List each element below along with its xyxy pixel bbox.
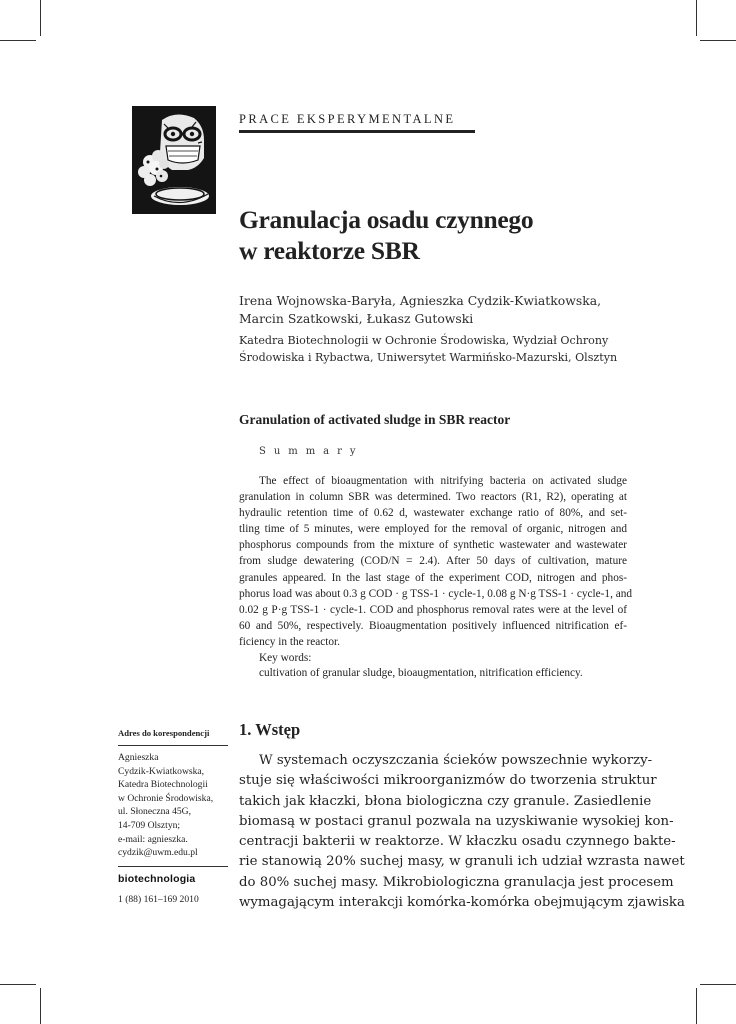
crop-mark-bottom-right-h	[700, 984, 736, 985]
title-line: w reaktorze SBR	[239, 236, 420, 265]
crop-mark-top-right	[696, 0, 697, 36]
correspondence-heading: Adres do korespondencji	[118, 728, 210, 738]
abstract-line: tling time of 5 minutes, were employed for the removal of organic, nitrogen and	[239, 523, 627, 536]
abstract-line: hydraulic retention time of 0.62 d, wastewater exchange ratio of 80%, and set-	[239, 507, 627, 520]
body-line: centracji bakterii w reaktorze. W kłaczku osadu czynnego bakte-	[239, 834, 676, 850]
correspondence-address	[118, 751, 230, 860]
section-rule	[239, 130, 475, 133]
title-line: Granulacja osadu czynnego	[239, 205, 534, 234]
crop-mark-bottom-left-h	[0, 984, 36, 985]
section-logo-scientist-image	[132, 106, 216, 214]
address-line: cydzik@uwm.edu.pl	[118, 847, 198, 859]
abstract-line: ficiency in the reactor.	[239, 635, 340, 648]
abstract-line: granules appeared. In the last stage of the experiment COD, nitrogen and phos-	[239, 571, 627, 584]
authors-line: Marcin Szatkowski, Łukasz Gutowski	[239, 311, 474, 326]
abstract-line: granulation in column SBR was determined. Two reactors (R1, R2), operating at	[239, 491, 627, 504]
address-line: Cydzik-Kwiatkowska,	[118, 765, 205, 777]
crop-mark-top-left	[40, 0, 41, 36]
body-line: wymagającym interakcji komórka-komórka obejmującym zjawiska	[239, 895, 685, 911]
journal-issue: 1 (88) 161–169 2010	[118, 893, 199, 905]
address-line: Agnieszka	[118, 752, 159, 763]
crop-mark-bottom-left	[40, 988, 41, 1024]
abstract-line: 60 and 50%, respectively. Bioaugmentation positively influenced nitrification ef-	[239, 619, 627, 632]
summary-label: S u m m a r y	[259, 446, 358, 457]
body-line: do 80% suchej masy. Mikrobiologiczna granulacja jest procesem	[239, 874, 674, 890]
journal-rule	[118, 866, 228, 867]
keywords-text: cultivation of granular sludge, bioaugmentation, nitrification efficiency.	[259, 667, 583, 679]
crop-mark-top-left-h	[0, 40, 36, 41]
intro-heading: 1. Wstęp	[239, 720, 301, 739]
abstract-line: The effect of bioaugmentation with nitrifying bacteria on activated sludge	[259, 475, 627, 487]
address-line: 14-709 Olsztyn;	[118, 819, 181, 831]
affiliation-line: Katedra Biotechnologii w Ochronie Środowiska, Wydział Ochrony	[239, 334, 609, 347]
abstract-line: from sludge dewatering (COD/N = 2.4). After 50 days of cultivation, mature	[239, 555, 627, 568]
body-line: W systemach oczyszczania ścieków powszechnie wykorzy-	[259, 753, 653, 768]
keywords-label: Key words:	[259, 652, 312, 664]
address-line: Katedra Biotechnologii	[118, 779, 208, 791]
abstract-line: phorus load was about 0.3 g COD · g TSS-1 · cycle-1, 0.08 g N·g TSS-1 · cycle-1, and	[239, 587, 633, 600]
crop-mark-top-right-h	[700, 40, 736, 41]
authors	[239, 292, 639, 328]
abstract-line: 0.02 g P·g TSS-1 · cycle-1. COD and phosphorus removal rates were at the level of	[239, 603, 627, 616]
affiliation-line: Środowiska i Rybactwa, Uniwersytet Warmińsko-Mazurski, Olsztyn	[239, 351, 618, 364]
abstract-line: phosphorus compounds from the mixture of synthetic wastewater and wastewater	[239, 539, 627, 552]
body-line: rie stanowią 20% suchej masy, w granuli ich udział wzrasta nawet	[239, 854, 685, 870]
address-line: ul. Słoneczna 45G,	[118, 806, 192, 818]
section-label: PRACE EKSPERYMENTALNE	[239, 112, 456, 126]
authors-line: Irena Wojnowska-Baryła, Agnieszka Cydzik-Kwiatkowska,	[239, 293, 602, 308]
correspondence-sidebar	[118, 728, 230, 905]
body-line: biomasą w postaci granul pozwala na uzyskiwanie wysokiej kon-	[239, 813, 674, 829]
affiliation	[239, 332, 639, 366]
address-line: w Ochronie Środowiska,	[118, 792, 214, 804]
body-line: takich jak kłaczki, błona biologiczna czy granule. Zasiedlenie	[239, 793, 652, 809]
body-line: stuje się właściwości mikroorganizmów do tworzenia struktur	[239, 773, 657, 789]
journal-name: biotechnologia	[118, 872, 196, 885]
crop-mark-bottom-right	[696, 988, 697, 1024]
intro-paragraph	[239, 751, 685, 913]
article-title	[239, 204, 533, 266]
correspondence-rule	[118, 745, 228, 746]
english-title: Granulation of activated sludge in SBR reactor	[239, 412, 511, 427]
abstract	[239, 473, 633, 650]
address-line: e-mail: agnieszka.	[118, 833, 188, 845]
